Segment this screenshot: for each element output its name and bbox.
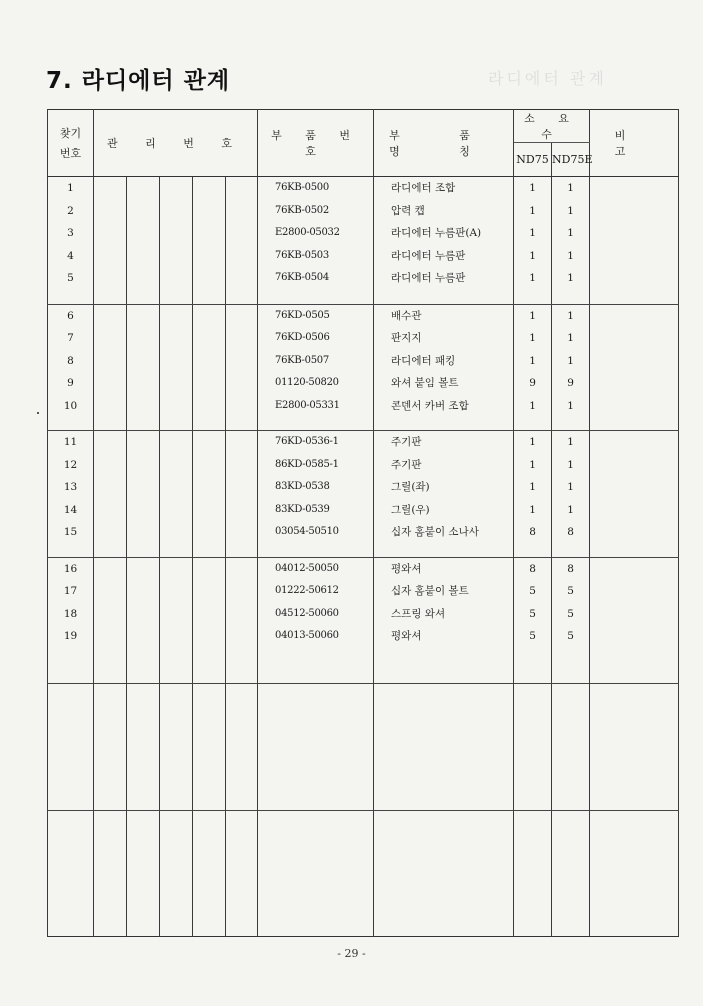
row-group bbox=[48, 684, 679, 810]
cell-part_no: 04512-50060 bbox=[275, 607, 339, 619]
cell-q2: 1 bbox=[567, 182, 574, 195]
cell-q2: 1 bbox=[567, 249, 574, 262]
cell-part_no: 86KD-0585-1 bbox=[275, 458, 339, 470]
cell-no: 19 bbox=[63, 630, 78, 643]
cell-part_no: 76KD-0536-1 bbox=[275, 436, 339, 448]
cell-q2: 5 bbox=[567, 607, 574, 620]
header-qty-nd75e: ND75E bbox=[552, 143, 590, 177]
header-qty-nd75: ND75 bbox=[514, 143, 552, 177]
cell-q1: 8 bbox=[529, 562, 536, 575]
cell-no: 8 bbox=[67, 354, 74, 367]
cell-q2: 1 bbox=[567, 272, 574, 285]
cell-q1: 1 bbox=[529, 503, 536, 516]
cell-q1: 5 bbox=[529, 630, 536, 643]
cell-no: 10 bbox=[63, 399, 78, 412]
cell-name: 평와셔 bbox=[391, 562, 422, 575]
cell-q1: 5 bbox=[529, 585, 536, 598]
cell-part_no: 76KB-0503 bbox=[275, 249, 329, 261]
cell-name: 라디에터 누름판 bbox=[391, 249, 466, 262]
cell-q1: 1 bbox=[529, 227, 536, 240]
header-item-no: 찾기 번호 bbox=[48, 110, 94, 177]
cell-part_no: 83KD-0538 bbox=[275, 481, 330, 493]
header-remarks: 비 고 bbox=[590, 110, 679, 177]
cell-no: 3 bbox=[67, 227, 74, 240]
cell-q2: 1 bbox=[567, 458, 574, 471]
cell-name: 라디에터 누름판 bbox=[391, 272, 466, 285]
cell-part_no: 76KB-0504 bbox=[275, 272, 329, 284]
cell-q1: 1 bbox=[529, 249, 536, 262]
cell-name: 주기판 bbox=[391, 458, 422, 471]
cell-part_no: 76KB-0500 bbox=[275, 182, 329, 194]
cell-name: 그릴(우) bbox=[391, 503, 430, 516]
cell-part_no: 03054-50510 bbox=[275, 526, 339, 538]
cell-name: 십자 홈붙이 볼트 bbox=[391, 585, 469, 598]
cell-name: 그릴(좌) bbox=[391, 481, 430, 494]
cell-part_no: 83KD-0539 bbox=[275, 503, 330, 515]
cell-name: 와셔 붙임 볼트 bbox=[391, 377, 459, 390]
cell-q1: 5 bbox=[529, 607, 536, 620]
bleed-through-text: 라디에터 관계 bbox=[488, 69, 607, 88]
cell-part_no: 76KD-0506 bbox=[275, 332, 330, 344]
cell-q1: 1 bbox=[529, 182, 536, 195]
header-qty: 소 요 수 bbox=[514, 110, 590, 143]
cell-q1: 8 bbox=[529, 526, 536, 539]
cell-q2: 8 bbox=[567, 562, 574, 575]
row-group bbox=[48, 177, 679, 304]
cell-no: 15 bbox=[63, 526, 78, 539]
cell-q2: 1 bbox=[567, 309, 574, 322]
cell-no: 18 bbox=[63, 607, 78, 620]
cell-no: 11 bbox=[63, 436, 78, 449]
cell-q1: 1 bbox=[529, 481, 536, 494]
cell-part_no: 01222-50612 bbox=[275, 585, 339, 597]
cell-no: 14 bbox=[63, 503, 78, 516]
cell-q2: 1 bbox=[567, 332, 574, 345]
cell-q2: 1 bbox=[567, 399, 574, 412]
cell-q1: 1 bbox=[529, 458, 536, 471]
row-group bbox=[48, 304, 679, 430]
cell-name: 주기판 bbox=[391, 436, 422, 449]
cell-q2: 1 bbox=[567, 204, 574, 217]
cell-name: 라디에터 누름판(A) bbox=[391, 227, 482, 240]
cell-no: 5 bbox=[67, 272, 74, 285]
cell-q2: 5 bbox=[567, 585, 574, 598]
row-group bbox=[48, 810, 679, 937]
cell-no: 6 bbox=[67, 309, 74, 322]
cell-q1: 1 bbox=[529, 272, 536, 285]
cell-no: 1 bbox=[67, 182, 74, 195]
cell-q2: 1 bbox=[567, 481, 574, 494]
cell-name: 라디에터 패킹 bbox=[391, 354, 456, 367]
cell-no: 12 bbox=[63, 458, 78, 471]
cell-name: 판지지 bbox=[391, 332, 422, 345]
cell-q2: 1 bbox=[567, 436, 574, 449]
cell-part_no: E2800-05032 bbox=[275, 227, 340, 239]
cell-no: 17 bbox=[63, 585, 78, 598]
cell-q2: 1 bbox=[567, 503, 574, 516]
row-group bbox=[48, 431, 679, 557]
header-part-name: 부 품 명 칭 bbox=[374, 110, 514, 177]
cell-q2: 9 bbox=[567, 377, 574, 390]
cell-q1: 1 bbox=[529, 399, 536, 412]
cell-name: 콘덴서 카버 조합 bbox=[391, 399, 469, 412]
cell-q2: 5 bbox=[567, 630, 574, 643]
cell-q1: 1 bbox=[529, 204, 536, 217]
cell-no: 13 bbox=[63, 481, 78, 494]
cell-q1: 1 bbox=[529, 309, 536, 322]
cell-no: 2 bbox=[67, 204, 74, 217]
cell-name: 라디에터 조합 bbox=[391, 182, 456, 195]
cell-name: 평와셔 bbox=[391, 630, 422, 643]
cell-name: 압력 캡 bbox=[391, 204, 425, 217]
cell-part_no: E2800-05331 bbox=[275, 399, 340, 411]
cell-part_no: 76KB-0507 bbox=[275, 354, 329, 366]
cell-q2: 1 bbox=[567, 227, 574, 240]
page-number: - 29 - bbox=[337, 947, 366, 960]
cell-name: 십자 홈붙이 소나사 bbox=[391, 526, 479, 539]
cell-part_no: 76KB-0502 bbox=[275, 204, 329, 216]
cell-q1: 1 bbox=[529, 354, 536, 367]
header-mgmt-no: 관 리 번 호 bbox=[94, 110, 258, 177]
cell-q1: 9 bbox=[529, 377, 536, 390]
cell-part_no: 04013-50060 bbox=[275, 630, 339, 642]
cell-name: 스프링 와셔 bbox=[391, 607, 446, 620]
cell-part_no: 76KD-0505 bbox=[275, 309, 330, 321]
cell-no: 4 bbox=[67, 249, 74, 262]
cell-no: 7 bbox=[67, 332, 74, 345]
cell-no: 9 bbox=[67, 377, 74, 390]
cell-q2: 1 bbox=[567, 354, 574, 367]
cell-no: 16 bbox=[63, 562, 78, 575]
page-title: 7. 라디에터 관계 bbox=[46, 68, 231, 94]
header-part-no: 부 품 번 호 bbox=[258, 110, 374, 177]
cell-name: 배수관 bbox=[391, 309, 422, 322]
cell-q1: 1 bbox=[529, 332, 536, 345]
cell-part_no: 04012-50050 bbox=[275, 562, 339, 574]
speck bbox=[37, 412, 39, 414]
row-group bbox=[48, 557, 679, 683]
cell-part_no: 01120-50820 bbox=[275, 377, 339, 389]
parts-table bbox=[47, 109, 679, 937]
cell-q1: 1 bbox=[529, 436, 536, 449]
cell-q2: 8 bbox=[567, 526, 574, 539]
